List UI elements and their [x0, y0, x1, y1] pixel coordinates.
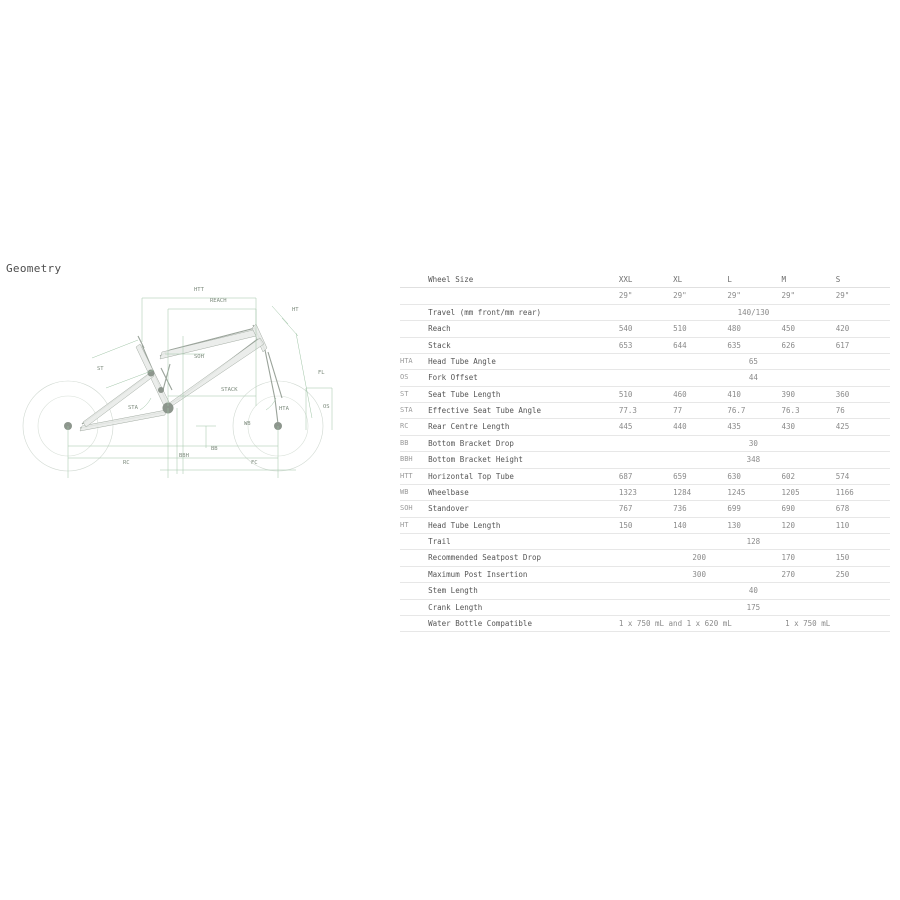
row-label: Crank Length	[428, 599, 619, 615]
row-value-s: 1166	[836, 484, 890, 500]
row-abbr	[400, 566, 428, 582]
row-abbr: ST	[400, 386, 428, 402]
row-value-xl: 29"	[673, 288, 727, 304]
row-value-m: 626	[782, 337, 836, 353]
diagram-label-soh: SOH	[194, 354, 204, 360]
row-value-l: 635	[727, 337, 781, 353]
diagram-label-htt: HTT	[194, 287, 204, 293]
row-value-xxl: 445	[619, 419, 673, 435]
row-label: Rear Centre Length	[428, 419, 619, 435]
row-label: Trail	[428, 534, 619, 550]
row-label: Horizontal Top Tube	[428, 468, 619, 484]
row-label: Reach	[428, 321, 619, 337]
row-value-m: 390	[782, 386, 836, 402]
row-value-s: 420	[836, 321, 890, 337]
row-value-l: 480	[727, 321, 781, 337]
row-value-all: 65	[619, 353, 890, 369]
table-row	[400, 304, 890, 320]
table-header-abbr	[400, 272, 428, 288]
table-header-size-xl: XL	[673, 272, 727, 288]
row-value-xl: 460	[673, 386, 727, 402]
table-header-size-l: L	[727, 272, 781, 288]
row-abbr	[400, 615, 428, 631]
row-value-all: 40	[619, 583, 890, 599]
diagram-label-bbh: BBH	[179, 453, 189, 459]
table-row	[400, 386, 890, 402]
row-abbr: HTT	[400, 468, 428, 484]
row-value-all: 128	[619, 534, 890, 550]
row-value-left-group: 1 x 750 mL and 1 x 620 mL	[619, 615, 727, 631]
row-value-l: 410	[727, 386, 781, 402]
row-label: Bottom Bracket Height	[428, 452, 619, 468]
table-row	[400, 353, 890, 369]
row-value-xxl: 510	[619, 386, 673, 402]
row-value-s: 574	[836, 468, 890, 484]
row-label: Fork Offset	[428, 370, 619, 386]
row-abbr: RC	[400, 419, 428, 435]
row-value-xl: 736	[673, 501, 727, 517]
row-value-s: 76	[836, 403, 890, 419]
table-row	[400, 599, 890, 615]
row-abbr	[400, 321, 428, 337]
row-abbr	[400, 550, 428, 566]
row-value-xxl: 767	[619, 501, 673, 517]
row-value-xl: 510	[673, 321, 727, 337]
row-value-xl: 440	[673, 419, 727, 435]
diagram-label-rc: RC	[123, 460, 130, 466]
table-row	[400, 583, 890, 599]
row-value-m: 120	[782, 517, 836, 533]
row-label: Stem Length	[428, 583, 619, 599]
diagram-label-reach: REACH	[210, 298, 227, 304]
table-row	[400, 370, 890, 386]
row-label: Bottom Bracket Drop	[428, 435, 619, 451]
row-value-xl: 1284	[673, 484, 727, 500]
table-header-row	[400, 272, 890, 288]
row-label: Recommended Seatpost Drop	[428, 550, 619, 566]
diagram-label-st: ST	[97, 366, 104, 372]
page-title: Geometry	[6, 262, 62, 275]
row-abbr: STA	[400, 403, 428, 419]
table-row	[400, 403, 890, 419]
table-row	[400, 517, 890, 533]
row-value-all: 44	[619, 370, 890, 386]
row-value-xl: 644	[673, 337, 727, 353]
row-value-m: 430	[782, 419, 836, 435]
row-value-s: 29"	[836, 288, 890, 304]
row-abbr: BBH	[400, 452, 428, 468]
row-abbr: HT	[400, 517, 428, 533]
row-abbr	[400, 599, 428, 615]
row-value-m: 602	[782, 468, 836, 484]
row-value-xl: 659	[673, 468, 727, 484]
row-label: Seat Tube Length	[428, 386, 619, 402]
row-abbr: OS	[400, 370, 428, 386]
row-value-xxl: 653	[619, 337, 673, 353]
table-row	[400, 452, 890, 468]
row-label: Maximum Post Insertion	[428, 566, 619, 582]
row-value-xxl: 29"	[619, 288, 673, 304]
row-abbr	[400, 304, 428, 320]
row-value-m: 29"	[782, 288, 836, 304]
row-value-l: 130	[727, 517, 781, 533]
table-row	[400, 288, 890, 304]
row-value-group: 200	[619, 550, 782, 566]
row-value-m: 76.3	[782, 403, 836, 419]
table-row	[400, 419, 890, 435]
row-value-l: 29"	[727, 288, 781, 304]
table-header-size-m: M	[782, 272, 836, 288]
table-header-label: Wheel Size	[428, 272, 619, 288]
bike-frame-geometry-diagram	[20, 278, 360, 538]
geometry-table	[400, 272, 890, 632]
row-abbr	[400, 337, 428, 353]
table-row	[400, 468, 890, 484]
row-label	[428, 288, 619, 304]
row-label: Wheelbase	[428, 484, 619, 500]
table-row	[400, 337, 890, 353]
row-label: Standover	[428, 501, 619, 517]
diagram-label-hta: HTA	[279, 406, 289, 412]
row-abbr	[400, 534, 428, 550]
row-value-l: 435	[727, 419, 781, 435]
row-value-s: 678	[836, 501, 890, 517]
diagram-label-fc: FC	[251, 460, 258, 466]
table-header-size-xxl: XXL	[619, 272, 673, 288]
table-row	[400, 484, 890, 500]
diagram-label-fl: FL	[318, 370, 325, 376]
diagram-label-ht: HT	[292, 307, 299, 313]
row-abbr	[400, 583, 428, 599]
row-abbr: BB	[400, 435, 428, 451]
row-abbr: SOH	[400, 501, 428, 517]
row-value-s: 150	[836, 550, 890, 566]
table-row	[400, 321, 890, 337]
diagram-label-wb: WB	[244, 421, 251, 427]
geometry-table-wrapper	[400, 272, 890, 632]
row-value-s: 617	[836, 337, 890, 353]
row-abbr	[400, 288, 428, 304]
row-abbr: WB	[400, 484, 428, 500]
row-value-all: 30	[619, 435, 890, 451]
row-value-xxl: 687	[619, 468, 673, 484]
diagram-label-os: OS	[323, 404, 330, 410]
row-label: Travel (mm front/mm rear)	[428, 304, 619, 320]
row-value-xl: 77	[673, 403, 727, 419]
row-value-xxl: 150	[619, 517, 673, 533]
table-row	[400, 435, 890, 451]
table-row	[400, 566, 890, 582]
row-value-all: 140/130	[619, 304, 890, 320]
row-label: Water Bottle Compatible	[428, 615, 619, 631]
row-value-xxl: 77.3	[619, 403, 673, 419]
row-value-s: 360	[836, 386, 890, 402]
row-value-l: 699	[727, 501, 781, 517]
row-value-s: 425	[836, 419, 890, 435]
row-label: Head Tube Angle	[428, 353, 619, 369]
row-value-l: 76.7	[727, 403, 781, 419]
row-value-m: 450	[782, 321, 836, 337]
table-row	[400, 550, 890, 566]
table-row	[400, 534, 890, 550]
row-value-l: 630	[727, 468, 781, 484]
diagram-label-stack: STACK	[221, 387, 238, 393]
row-value-xl: 140	[673, 517, 727, 533]
row-value-m: 170	[782, 550, 836, 566]
table-header-size-s: S	[836, 272, 890, 288]
row-label: Effective Seat Tube Angle	[428, 403, 619, 419]
diagram-label-bb: BB	[211, 446, 218, 452]
row-label: Stack	[428, 337, 619, 353]
row-value-s: 250	[836, 566, 890, 582]
diagram-label-sta: STA	[128, 405, 138, 411]
row-value-m: 690	[782, 501, 836, 517]
row-value-group: 300	[619, 566, 782, 582]
row-value-xxl: 540	[619, 321, 673, 337]
row-label: Head Tube Length	[428, 517, 619, 533]
table-row	[400, 615, 890, 631]
row-value-s: 110	[836, 517, 890, 533]
row-value-l: 1245	[727, 484, 781, 500]
row-value-all: 175	[619, 599, 890, 615]
table-row	[400, 501, 890, 517]
row-abbr: HTA	[400, 353, 428, 369]
row-value-m: 270	[782, 566, 836, 582]
row-value-xxl: 1323	[619, 484, 673, 500]
row-value-m: 1205	[782, 484, 836, 500]
row-value-right-group: 1 x 750 mL	[727, 615, 890, 631]
row-value-all: 348	[619, 452, 890, 468]
